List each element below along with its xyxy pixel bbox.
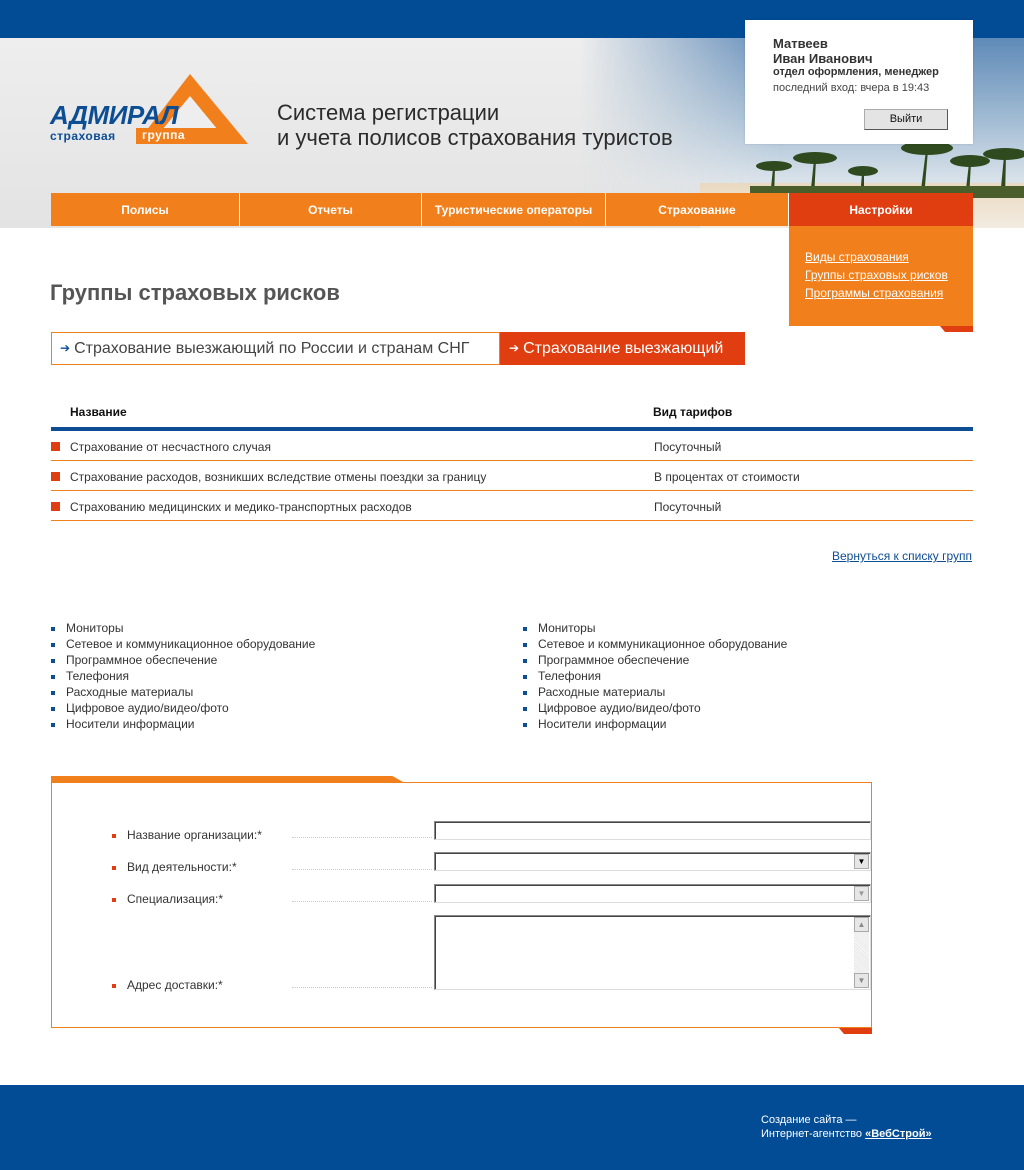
logout-button[interactable]: Выйти xyxy=(864,109,948,130)
list-item[interactable]: Сетевое и коммуникационное оборудование xyxy=(51,636,315,652)
user-first-names: Иван Иванович xyxy=(773,51,873,66)
submenu-insurance-programs[interactable]: Программы страхования xyxy=(805,286,944,300)
footer-credit: Создание сайта — xyxy=(761,1114,857,1126)
page-title: Группы страховых рисков xyxy=(50,280,340,305)
row-marker-icon xyxy=(51,442,60,451)
user-department: отдел оформления, менеджер xyxy=(773,66,939,78)
row-marker-icon xyxy=(51,502,60,511)
scroll-up-icon[interactable]: ▲ xyxy=(854,917,869,932)
dropdown-arrow-icon[interactable]: ▼ xyxy=(854,854,869,869)
cell-tariff: В процентах от стоимости xyxy=(654,470,800,484)
list-item[interactable]: Мониторы xyxy=(523,620,787,636)
field-dots xyxy=(292,901,432,902)
organization-name-input[interactable] xyxy=(434,821,871,840)
site-title xyxy=(277,100,673,150)
footer-agency xyxy=(761,1128,932,1140)
list-item[interactable]: Программное обеспечение xyxy=(51,652,315,668)
list-item[interactable]: Расходные материалы xyxy=(51,684,315,700)
registration-form xyxy=(51,782,872,1028)
table-row[interactable] xyxy=(51,461,973,491)
textarea-scrollbar[interactable] xyxy=(854,917,869,988)
cell-tariff: Посуточный xyxy=(654,440,722,454)
main-nav xyxy=(51,193,973,226)
list-item[interactable]: Носители информации xyxy=(51,716,315,732)
logo[interactable] xyxy=(50,74,250,146)
dropdown-arrow-icon[interactable]: ▼ xyxy=(854,886,869,901)
logo-wordmark: АДМИРАЛ xyxy=(50,100,179,130)
user-last-login: последний вход: вчера в 19:43 xyxy=(773,82,930,94)
logo-subtitle-group: группа xyxy=(142,128,186,142)
tab-russia-cis[interactable] xyxy=(51,332,500,365)
scroll-down-icon[interactable]: ▼ xyxy=(854,973,869,988)
risk-groups-table xyxy=(51,398,973,521)
footer-agency-link[interactable]: «ВебСтрой» xyxy=(865,1128,932,1140)
tab-abroad[interactable] xyxy=(500,332,745,365)
tab-label: Страхование выезжающий по России и странам СНГ xyxy=(74,340,470,357)
field-label: Вид деятельности:* xyxy=(127,860,237,874)
arrow-right-icon: ➔ xyxy=(60,341,71,355)
submenu-insurance-types[interactable]: Виды страхования xyxy=(805,250,909,264)
table-row[interactable] xyxy=(51,431,973,461)
footer-agency-prefix: Интернет-агентство xyxy=(761,1128,866,1140)
field-marker-icon xyxy=(112,866,116,870)
form-corner xyxy=(839,1028,872,1034)
list-item[interactable]: Программное обеспечение xyxy=(523,652,787,668)
user-panel xyxy=(745,20,973,144)
row-marker-icon xyxy=(51,472,60,481)
logo-subtitle: страховая xyxy=(50,129,116,143)
cell-tariff: Посуточный xyxy=(654,500,722,514)
tab-label: Страхование выезжающий xyxy=(523,340,724,357)
field-marker-icon xyxy=(112,834,116,838)
table-row[interactable] xyxy=(51,491,973,521)
field-marker-icon xyxy=(112,898,116,902)
user-last-name: Матвеев xyxy=(773,36,828,51)
list-item[interactable]: Телефония xyxy=(51,668,315,684)
list-item[interactable]: Цифровое аудио/видео/фото xyxy=(523,700,787,716)
field-dots xyxy=(292,869,432,870)
insurance-tabs xyxy=(51,332,745,365)
category-list-right xyxy=(523,620,787,732)
field-dots xyxy=(292,987,432,988)
table-header xyxy=(51,398,973,431)
nav-item-insurance[interactable]: Страхование xyxy=(606,193,789,226)
nav-item-policies[interactable]: Полисы xyxy=(51,193,240,226)
palm-trees-image xyxy=(750,138,1024,198)
column-header-tariff[interactable]: Вид тарифов xyxy=(653,405,733,419)
column-header-name[interactable]: Название xyxy=(70,405,127,419)
nav-item-tour-operators[interactable]: Туристические операторы xyxy=(422,193,606,226)
list-item[interactable]: Носители информации xyxy=(523,716,787,732)
activity-select[interactable] xyxy=(434,852,871,871)
list-item[interactable]: Мониторы xyxy=(51,620,315,636)
specialization-select[interactable] xyxy=(434,884,871,903)
field-label: Адрес доставки:* xyxy=(127,978,223,992)
list-item[interactable]: Расходные материалы xyxy=(523,684,787,700)
field-dots xyxy=(292,837,432,838)
cell-name: Страхование от несчастного случая xyxy=(70,440,271,454)
field-label: Специализация:* xyxy=(127,892,224,906)
field-label: Название организации:* xyxy=(127,828,262,842)
list-item[interactable]: Телефония xyxy=(523,668,787,684)
site-title-line1: Система регистрации xyxy=(277,100,500,125)
list-item[interactable]: Цифровое аудио/видео/фото xyxy=(51,700,315,716)
cell-name: Страхование расходов, возникших вследствие отмены поездки за границу xyxy=(70,470,487,484)
cell-name: Страхованию медицинских и медико-транспортных расходов xyxy=(70,500,412,514)
list-item[interactable]: Сетевое и коммуникационное оборудование xyxy=(523,636,787,652)
field-marker-icon xyxy=(112,984,116,988)
site-title-line2: и учета полисов страхования туристов xyxy=(277,125,673,150)
category-list-left xyxy=(51,620,315,732)
back-to-groups-link[interactable]: Вернуться к списку групп xyxy=(832,549,972,563)
arrow-right-icon: ➔ xyxy=(509,341,520,355)
delivery-address-textarea[interactable] xyxy=(434,915,871,990)
settings-submenu xyxy=(789,226,973,326)
footer xyxy=(0,1085,1024,1170)
nav-item-reports[interactable]: Отчеты xyxy=(240,193,422,226)
nav-item-settings[interactable]: Настройки xyxy=(789,193,973,226)
submenu-corner xyxy=(940,326,973,332)
submenu-risk-groups[interactable]: Группы страховых рисков xyxy=(805,268,948,282)
